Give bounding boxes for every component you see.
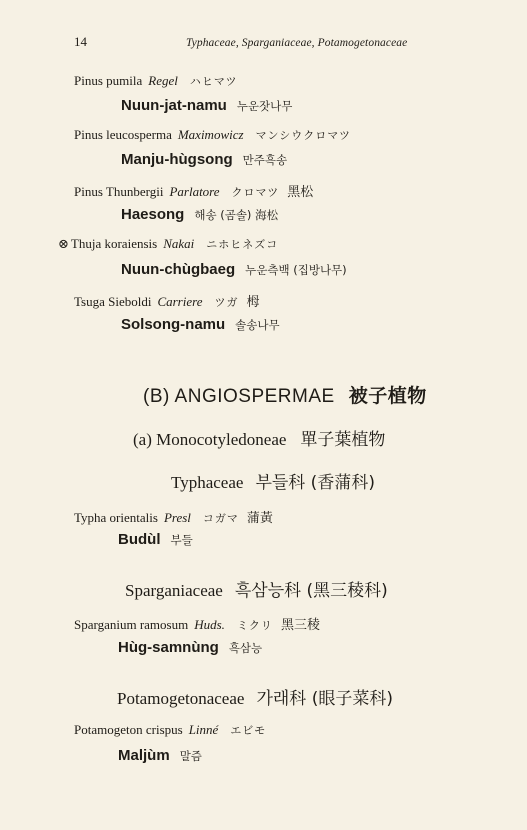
japanese-name: ツガ	[214, 296, 239, 309]
korean-romanized: Solsong-namu	[121, 316, 226, 333]
family-name: Typhaceae	[171, 473, 244, 492]
japanese-name: ニホヒネズコ	[206, 238, 279, 251]
korean-name-line	[121, 97, 292, 114]
korean-name-line	[121, 151, 287, 168]
family-name: Sparganiaceae	[125, 581, 223, 600]
species-line	[74, 291, 260, 310]
author: Carriere	[157, 294, 203, 309]
author: Nakai	[163, 236, 195, 251]
korean-romanized: Manju-hùgsong	[121, 151, 233, 168]
korean-name-line	[118, 639, 262, 656]
author: Regel	[148, 73, 178, 88]
scientific-name: Potamogeton crispus	[74, 722, 183, 737]
species-line	[58, 236, 278, 252]
korean-name-line	[118, 531, 193, 548]
family-korean: 흑삼능科 (黑三稜科)	[234, 581, 388, 601]
species-line	[74, 181, 313, 200]
subsection-heading	[133, 425, 385, 450]
japanese-name: クロマツ	[231, 186, 280, 199]
family-name: Potamogetonaceae	[117, 689, 245, 708]
korean-romanized: Budùl	[118, 531, 161, 548]
family-korean: 부들科 (香蒲科)	[255, 473, 375, 493]
section-cjk: 被子植物	[348, 385, 427, 407]
korean-romanized: Nuun-chùgbaeg	[121, 261, 236, 278]
chinese-name: 黑松	[287, 185, 314, 200]
japanese-name: エビモ	[230, 724, 267, 737]
japanese-name: コガマ	[202, 512, 239, 525]
korean-name-line	[121, 206, 278, 223]
scientific-name: Pinus leucosperma	[74, 127, 172, 142]
korean-name-line	[118, 747, 202, 764]
japanese-name: ミクリ	[236, 619, 273, 632]
species-line	[74, 614, 320, 633]
family-heading	[171, 468, 375, 493]
endemic-marker: ⊗	[58, 236, 69, 251]
korean-name-line	[121, 261, 347, 278]
species-line	[74, 73, 238, 89]
korean-romanized: Haesong	[121, 206, 185, 223]
japanese-name: ハヒマツ	[189, 75, 238, 88]
korean-romanized: Hùg-samnùng	[118, 639, 219, 656]
chinese-name: 栂	[246, 295, 260, 310]
author: Maximowicz	[177, 127, 244, 142]
family-korean: 가래科 (眼子菜科)	[256, 689, 393, 709]
author: Huds.	[194, 617, 225, 632]
author: Presl	[163, 510, 191, 525]
korean-hangul: 누운잣나무	[236, 99, 293, 113]
chinese-name: 黑三稜	[280, 618, 320, 633]
running-title: Typhaceae, Sparganiaceae, Potamogetonaceae	[186, 37, 408, 49]
korean-hangul: 해송 (곰솔) 海松	[194, 208, 279, 222]
korean-hangul: 만주흑송	[242, 153, 288, 167]
subsection-cjk: 單子葉植物	[300, 430, 386, 450]
family-heading	[125, 576, 388, 601]
chinese-name: 蒲黃	[246, 511, 273, 526]
korean-hangul: 흑삼능	[228, 641, 263, 655]
korean-hangul: 누운측백 (집방나무)	[245, 263, 347, 277]
korean-hangul: 부들	[170, 533, 193, 547]
page-number: 14	[74, 34, 87, 49]
korean-hangul: 솔송나무	[235, 318, 280, 332]
species-line	[74, 127, 351, 143]
korean-name-line	[121, 316, 280, 333]
species-line	[74, 507, 273, 526]
author: Linné	[188, 722, 219, 737]
korean-romanized: Maljùm	[118, 747, 170, 764]
subsection-label: (a) Monocotyledoneae	[133, 430, 287, 449]
author: Parlatore	[169, 184, 220, 199]
section-label: (B) ANGIOSPERMAE	[143, 386, 335, 407]
scientific-name: Thuja koraiensis	[70, 236, 158, 251]
scientific-name: Typha orientalis	[74, 510, 158, 525]
korean-romanized: Nuun-jat-namu	[121, 97, 227, 114]
scientific-name: Pinus pumila	[74, 73, 143, 88]
family-heading	[117, 684, 393, 709]
section-heading	[143, 381, 427, 408]
korean-hangul: 말즘	[179, 749, 202, 763]
scientific-name: Tsuga Sieboldi	[74, 294, 152, 309]
scientific-name: Sparganium ramosum	[74, 617, 189, 632]
japanese-name: マンシウクロマツ	[255, 129, 351, 142]
species-line	[74, 722, 266, 738]
scientific-name: Pinus Thunbergii	[74, 184, 164, 199]
